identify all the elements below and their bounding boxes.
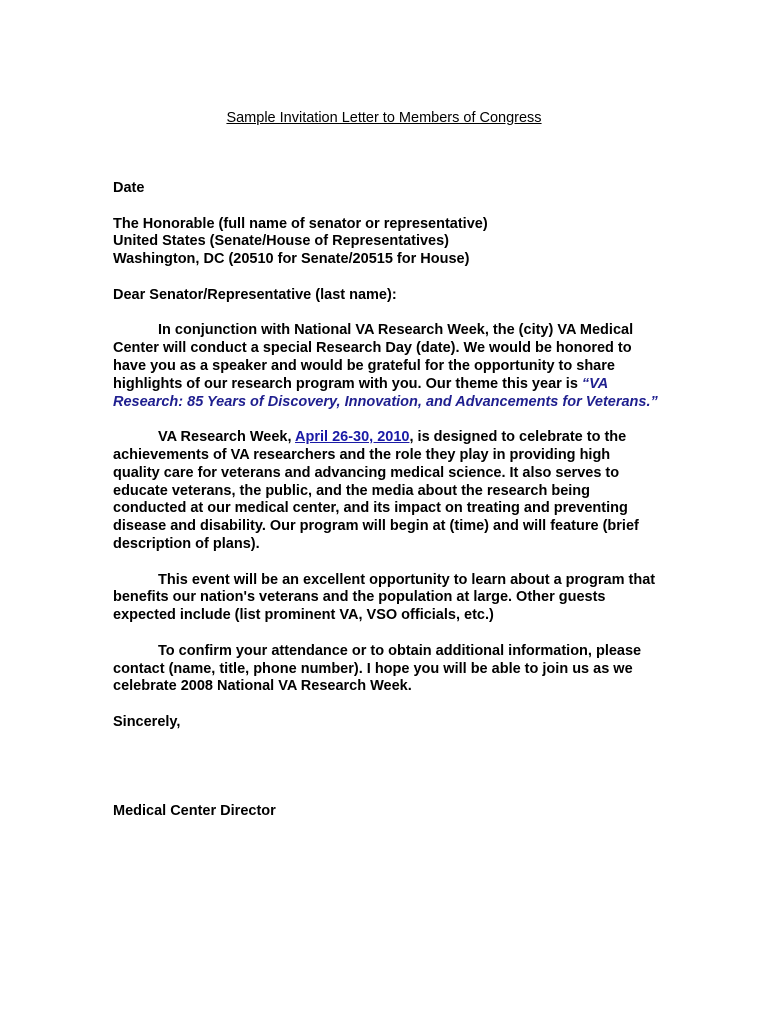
salutation: Dear Senator/Representative (last name):: [113, 286, 397, 303]
paragraph-contact: To confirm your attendance or to obtain additional information, please contact (name, title, phone number). I hope you will be able to join us as we celebrate 2008 National VA Research Week.: [113, 642, 642, 695]
paragraph-research-week: [113, 429, 658, 554]
signature: Medical Center Director: [113, 802, 276, 819]
date-line: Date: [113, 180, 145, 196]
recipient-address: [113, 216, 658, 269]
address-line-2: United States (Senate/House of Representatives): [113, 233, 450, 250]
paragraph-invitation-text: In conjunction with National VA Research Week, the (city) VA Medical Center will conduct a special Research Day (date). We would be honored to have you as a speaker and would be grateful for the opportunity to share highlights of our research program with you. Our theme this year is: [113, 322, 634, 392]
letter-body: [113, 180, 658, 821]
closing: Sincerely,: [113, 713, 181, 730]
theme-quote: “VA Research: 85 Years of Discovery, Innovation, and Advancements for Veterans.”: [113, 375, 658, 410]
paragraph-research-week-text: , is designed to celebrate to the achievements of VA researchers and the role they play in providing high quality care for veterans and advancing medical science. It also serves to educate veterans, the public, and the media about the research being conducted at our medical center, and its impact on treating and preventing disease and disability. Our program will begin at (time) and will feature (brief description of plans).: [113, 429, 639, 552]
paragraph-research-week-intro: VA Research Week,: [158, 429, 296, 446]
paragraph-event: This event will be an excellent opportunity to learn about a program that benefits our nation's veterans and the population at large. Other guests expected include (list prominent VA, VSO officials, etc.): [113, 571, 656, 624]
address-line-3: Washington, DC (20510 for Senate/20515 for House): [113, 251, 470, 268]
paragraph-invitation: [113, 322, 658, 411]
address-line-1: The Honorable (full name of senator or representative): [113, 215, 488, 232]
letter-title: Sample Invitation Letter to Members of Congress: [226, 110, 542, 126]
research-week-date-link[interactable]: April 26-30, 2010: [295, 429, 410, 446]
